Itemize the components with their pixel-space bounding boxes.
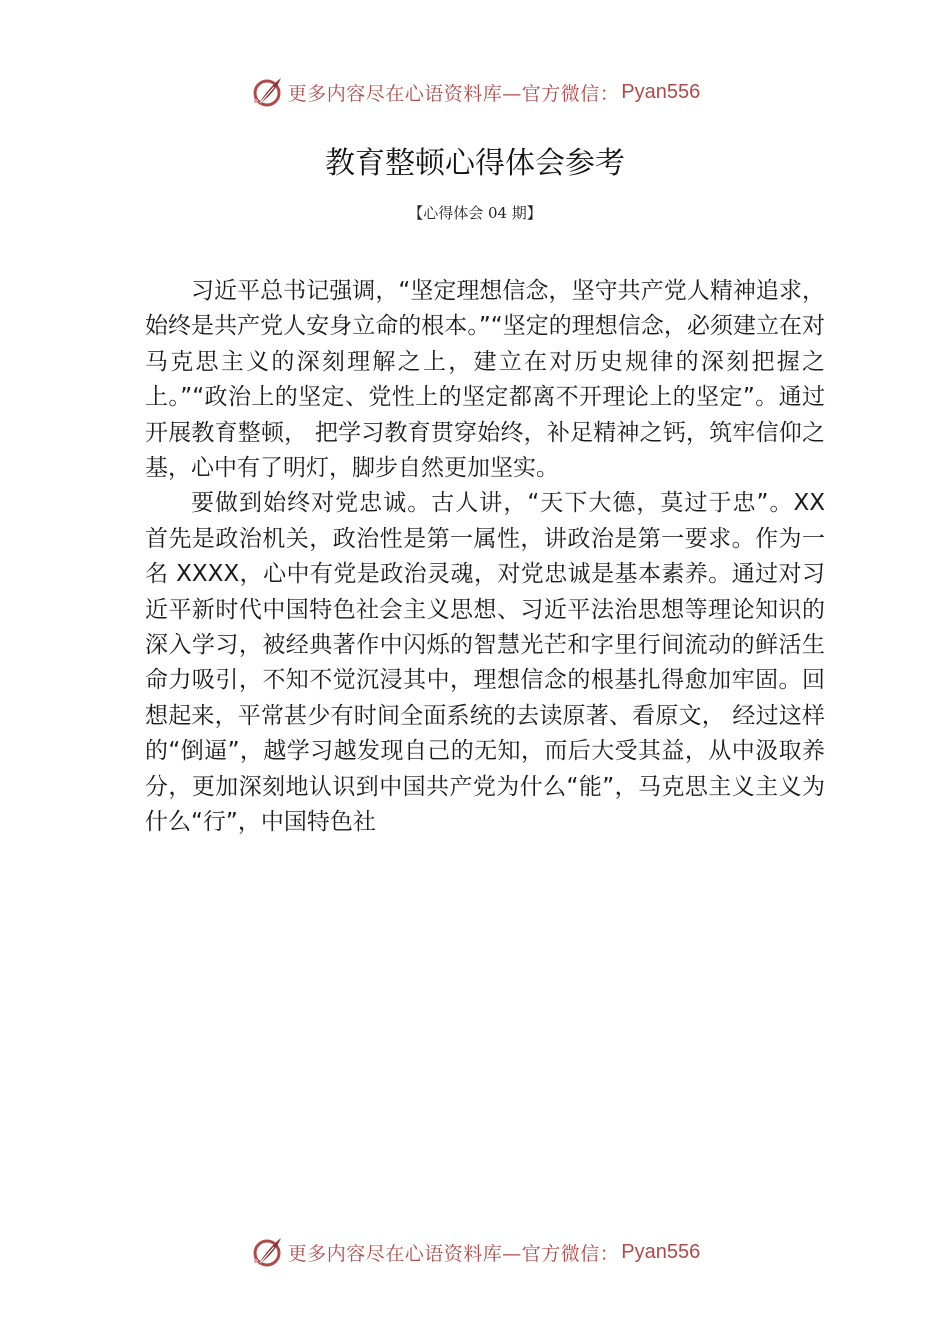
banner-text: 更多内容尽在心语资料库—官方微信： <box>287 1242 620 1265</box>
header-banner <box>0 72 950 112</box>
wechat-id: Pyan556 <box>621 80 701 103</box>
wechat-id: Pyan556 <box>621 1240 701 1263</box>
paragraph: 要做到始终对党忠诚。古人讲，“天下大德，莫过于忠”。XX 首先是政治机关，政治性是第一属性，讲政治是第一要求。作为一名 XXXX，心中有党是政治灵魂，对党忠诚是基本素养。通过对习近平新时代中国特色社会主义思想、习近平法治思想等理论知识的深入学习，被经典著作中闪烁的智慧光芒和字里行间流动的鲜活生命力吸引，不知不觉沉浸其中，理想信念的根基扎得愈加牢固。回想起来，平常甚少有时间全面系统的去读原著、看原文， 经过这样的“倒逼”，越学习越发现自己的无知，而后大受其益，从中汲取养分，更加深刻地认识到中国共产党为什么“能”，马克思主义主义为什么“行”，中国特色社 <box>145 490 825 836</box>
banner-text: 更多内容尽在心语资料库—官方微信： <box>287 82 620 105</box>
footer-banner <box>0 1232 950 1272</box>
quill-logo-icon <box>250 1235 284 1269</box>
quill-logo-icon <box>250 75 284 109</box>
document-body <box>145 274 825 841</box>
paragraph: 习近平总书记强调，“坚定理想信念，坚守共产党人精神追求，始终是共产党人安身立命的根本。”“坚定的理想信念，必须建立在对马克思主义的深刻理解之上，建立在对历史规律的深刻把握之上。”“政治上的坚定、党性上的坚定都离不开理论上的坚定”。通过开展教育整顿， 把学习教育贯穿始终，补足精神之钙，筑牢信仰之基，心中有了明灯，脚步自然更加坚实。 <box>145 278 825 482</box>
document-title: 教育整顿心得体会参考 <box>325 146 625 181</box>
issue-tag: 【心得体会 04 期】 <box>408 204 542 222</box>
